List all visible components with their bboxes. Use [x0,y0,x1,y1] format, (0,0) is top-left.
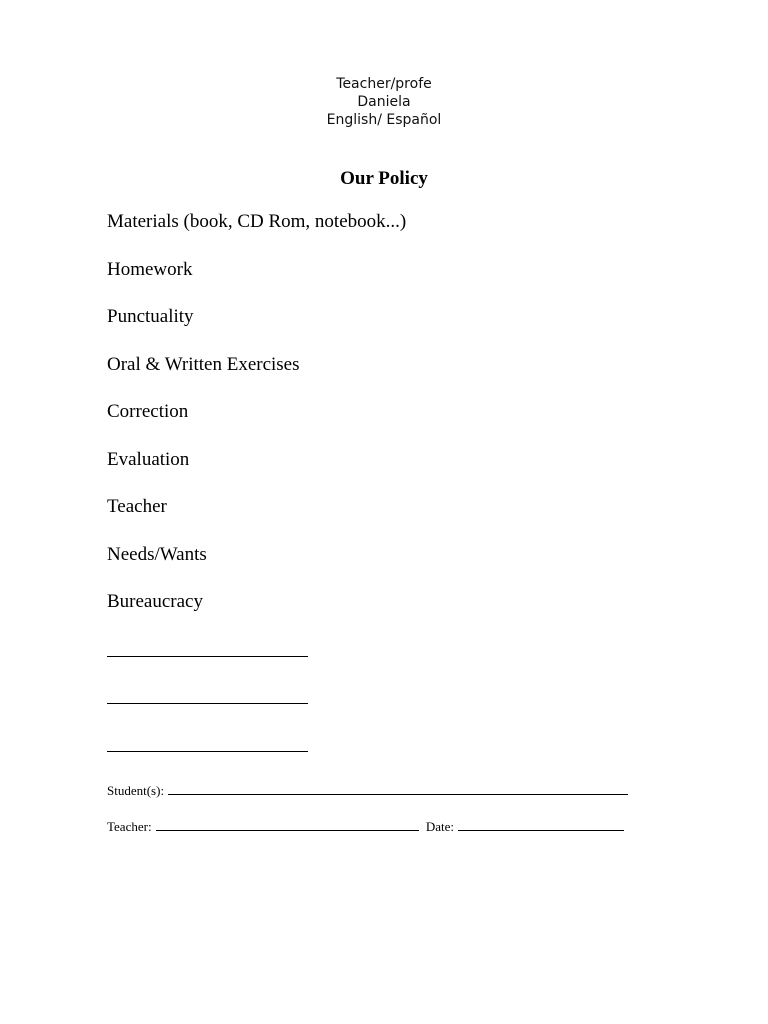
policy-item-punctuality: Punctuality [107,306,194,327]
blank-underline [107,685,308,704]
policy-list [107,210,667,780]
blank-line-1 [107,638,667,662]
header-languages: English/ Español [326,112,442,128]
students-signature-row [107,782,628,799]
blank-underline [107,733,308,752]
blank-line-3 [107,733,667,757]
teacher-signature-row [107,818,624,835]
teacher-signature-line [156,818,419,831]
policy-item-teacher: Teacher [107,496,167,517]
policy-item-materials: Materials (book, CD Rom, notebook...) [107,211,407,232]
students-signature-line [168,782,628,795]
policy-item-exercises: Oral & Written Exercises [107,353,300,375]
date-line [458,818,624,831]
date-label: Date: [425,819,454,834]
header-block [0,75,768,129]
policy-item-bureaucracy: Bureaucracy [107,591,203,612]
policy-item-correction: Correction [107,401,189,422]
teacher-label: Teacher: [107,819,152,834]
students-label: Student(s): [107,783,165,798]
policy-item-needs-wants: Needs/Wants [107,543,207,565]
blank-underline [107,638,308,657]
page-title: Our Policy [340,168,428,189]
blank-line-2 [107,685,667,709]
header-teacher-name: Daniela [357,94,411,110]
policy-item-evaluation: Evaluation [107,448,190,470]
policy-item-homework: Homework [107,258,193,280]
header-teacher-label: Teacher/profe [336,76,432,92]
